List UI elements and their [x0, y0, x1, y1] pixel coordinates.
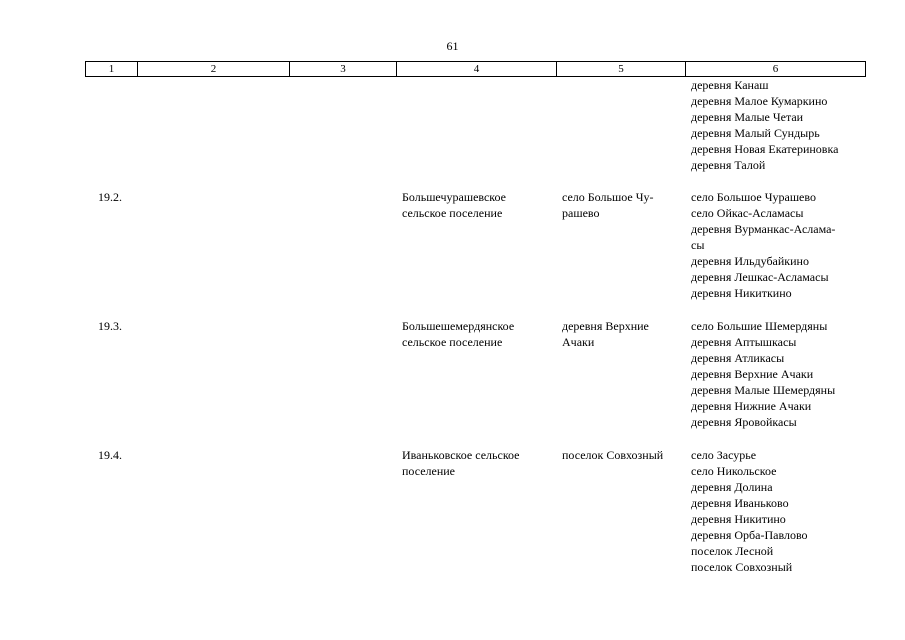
center-cell — [562, 189, 680, 221]
table-row-19-3 — [85, 318, 865, 447]
column-number-header — [85, 61, 866, 77]
settlement-item: деревня Малые Шемердяны — [691, 383, 836, 397]
settlements-cell — [691, 77, 865, 173]
page-number: 61 — [446, 39, 459, 53]
settlement-item: деревня Верхние Ачаки — [691, 367, 814, 381]
settlement-item: деревня Канаш — [691, 78, 769, 92]
settlement-item: деревня Атликасы — [691, 351, 785, 365]
center-line: деревня Верхние — [562, 319, 649, 333]
table-row-19-4 — [85, 447, 865, 577]
settlement-item: деревня Ильдубайкино — [691, 254, 809, 268]
settlement-item: село Большие Шемердяны — [691, 319, 828, 333]
center-line: село Большое Чу- — [562, 190, 654, 204]
settlement-item: деревня Малый Сундырь — [691, 126, 820, 140]
settlement-item: село Засурье — [691, 448, 757, 462]
municipality-cell — [402, 318, 552, 350]
municipality-cell — [402, 189, 552, 221]
settlement-item: деревня Долина — [691, 480, 773, 494]
center-line: поселок Совхозный — [562, 448, 664, 462]
settlement-item: деревня Никиткино — [691, 286, 792, 300]
municipality-line: Большешемердянское — [402, 319, 515, 333]
settlement-item: поселок Совхозный — [691, 560, 793, 574]
settlement-item: село Никольское — [691, 464, 777, 478]
settlement-item: деревня Нижние Ачаки — [691, 399, 812, 413]
row-number: 19.3. — [98, 319, 122, 333]
header-col-3: 3 — [290, 62, 397, 77]
table-row-19-2 — [85, 189, 865, 318]
settlement-item: село Большое Чурашево — [691, 190, 816, 204]
municipality-line: Большечурашевское — [402, 190, 507, 204]
municipality-line: сельское поселение — [402, 206, 503, 220]
center-line: рашево — [562, 206, 600, 220]
center-cell — [562, 318, 680, 350]
settlement-item: сы — [691, 238, 705, 252]
settlement-item: деревня Никитино — [691, 512, 786, 526]
settlement-item: село Ойкас-Асламасы — [691, 206, 804, 220]
row-number: 19.4. — [98, 448, 122, 462]
settlements-cell — [691, 318, 865, 430]
settlement-item: деревня Малые Четаи — [691, 110, 804, 124]
center-cell — [562, 447, 680, 463]
settlement-item: деревня Талой — [691, 158, 766, 172]
municipality-line: Иваньковское сельское — [402, 448, 520, 462]
settlement-item: деревня Аптышкасы — [691, 335, 797, 349]
settlement-item: деревня Новая Екатериновка — [691, 142, 839, 156]
header-col-2: 2 — [138, 62, 290, 77]
municipality-line: поселение — [402, 464, 456, 478]
settlement-item: деревня Иваньково — [691, 496, 789, 510]
center-line: Ачаки — [562, 335, 595, 349]
header-col-4: 4 — [397, 62, 557, 77]
table-row-continuation — [85, 77, 865, 189]
header-col-6: 6 — [686, 62, 866, 77]
settlement-item: деревня Малое Кумаркино — [691, 94, 828, 108]
settlements-cell — [691, 447, 865, 575]
header-row — [86, 62, 866, 77]
municipality-line: сельское поселение — [402, 335, 503, 349]
settlement-item: деревня Орба-Павлово — [691, 528, 808, 542]
row-number: 19.2. — [98, 190, 122, 204]
header-col-5: 5 — [557, 62, 686, 77]
settlement-item: деревня Яровойкасы — [691, 415, 797, 429]
municipality-cell — [402, 447, 552, 479]
settlement-item: деревня Лешкас-Асламасы — [691, 270, 829, 284]
settlement-item: деревня Вурманкас-Аслама- — [691, 222, 836, 236]
settlements-cell — [691, 189, 865, 301]
table-body — [85, 77, 865, 577]
settlement-item: поселок Лесной — [691, 544, 774, 558]
header-col-1: 1 — [86, 62, 138, 77]
